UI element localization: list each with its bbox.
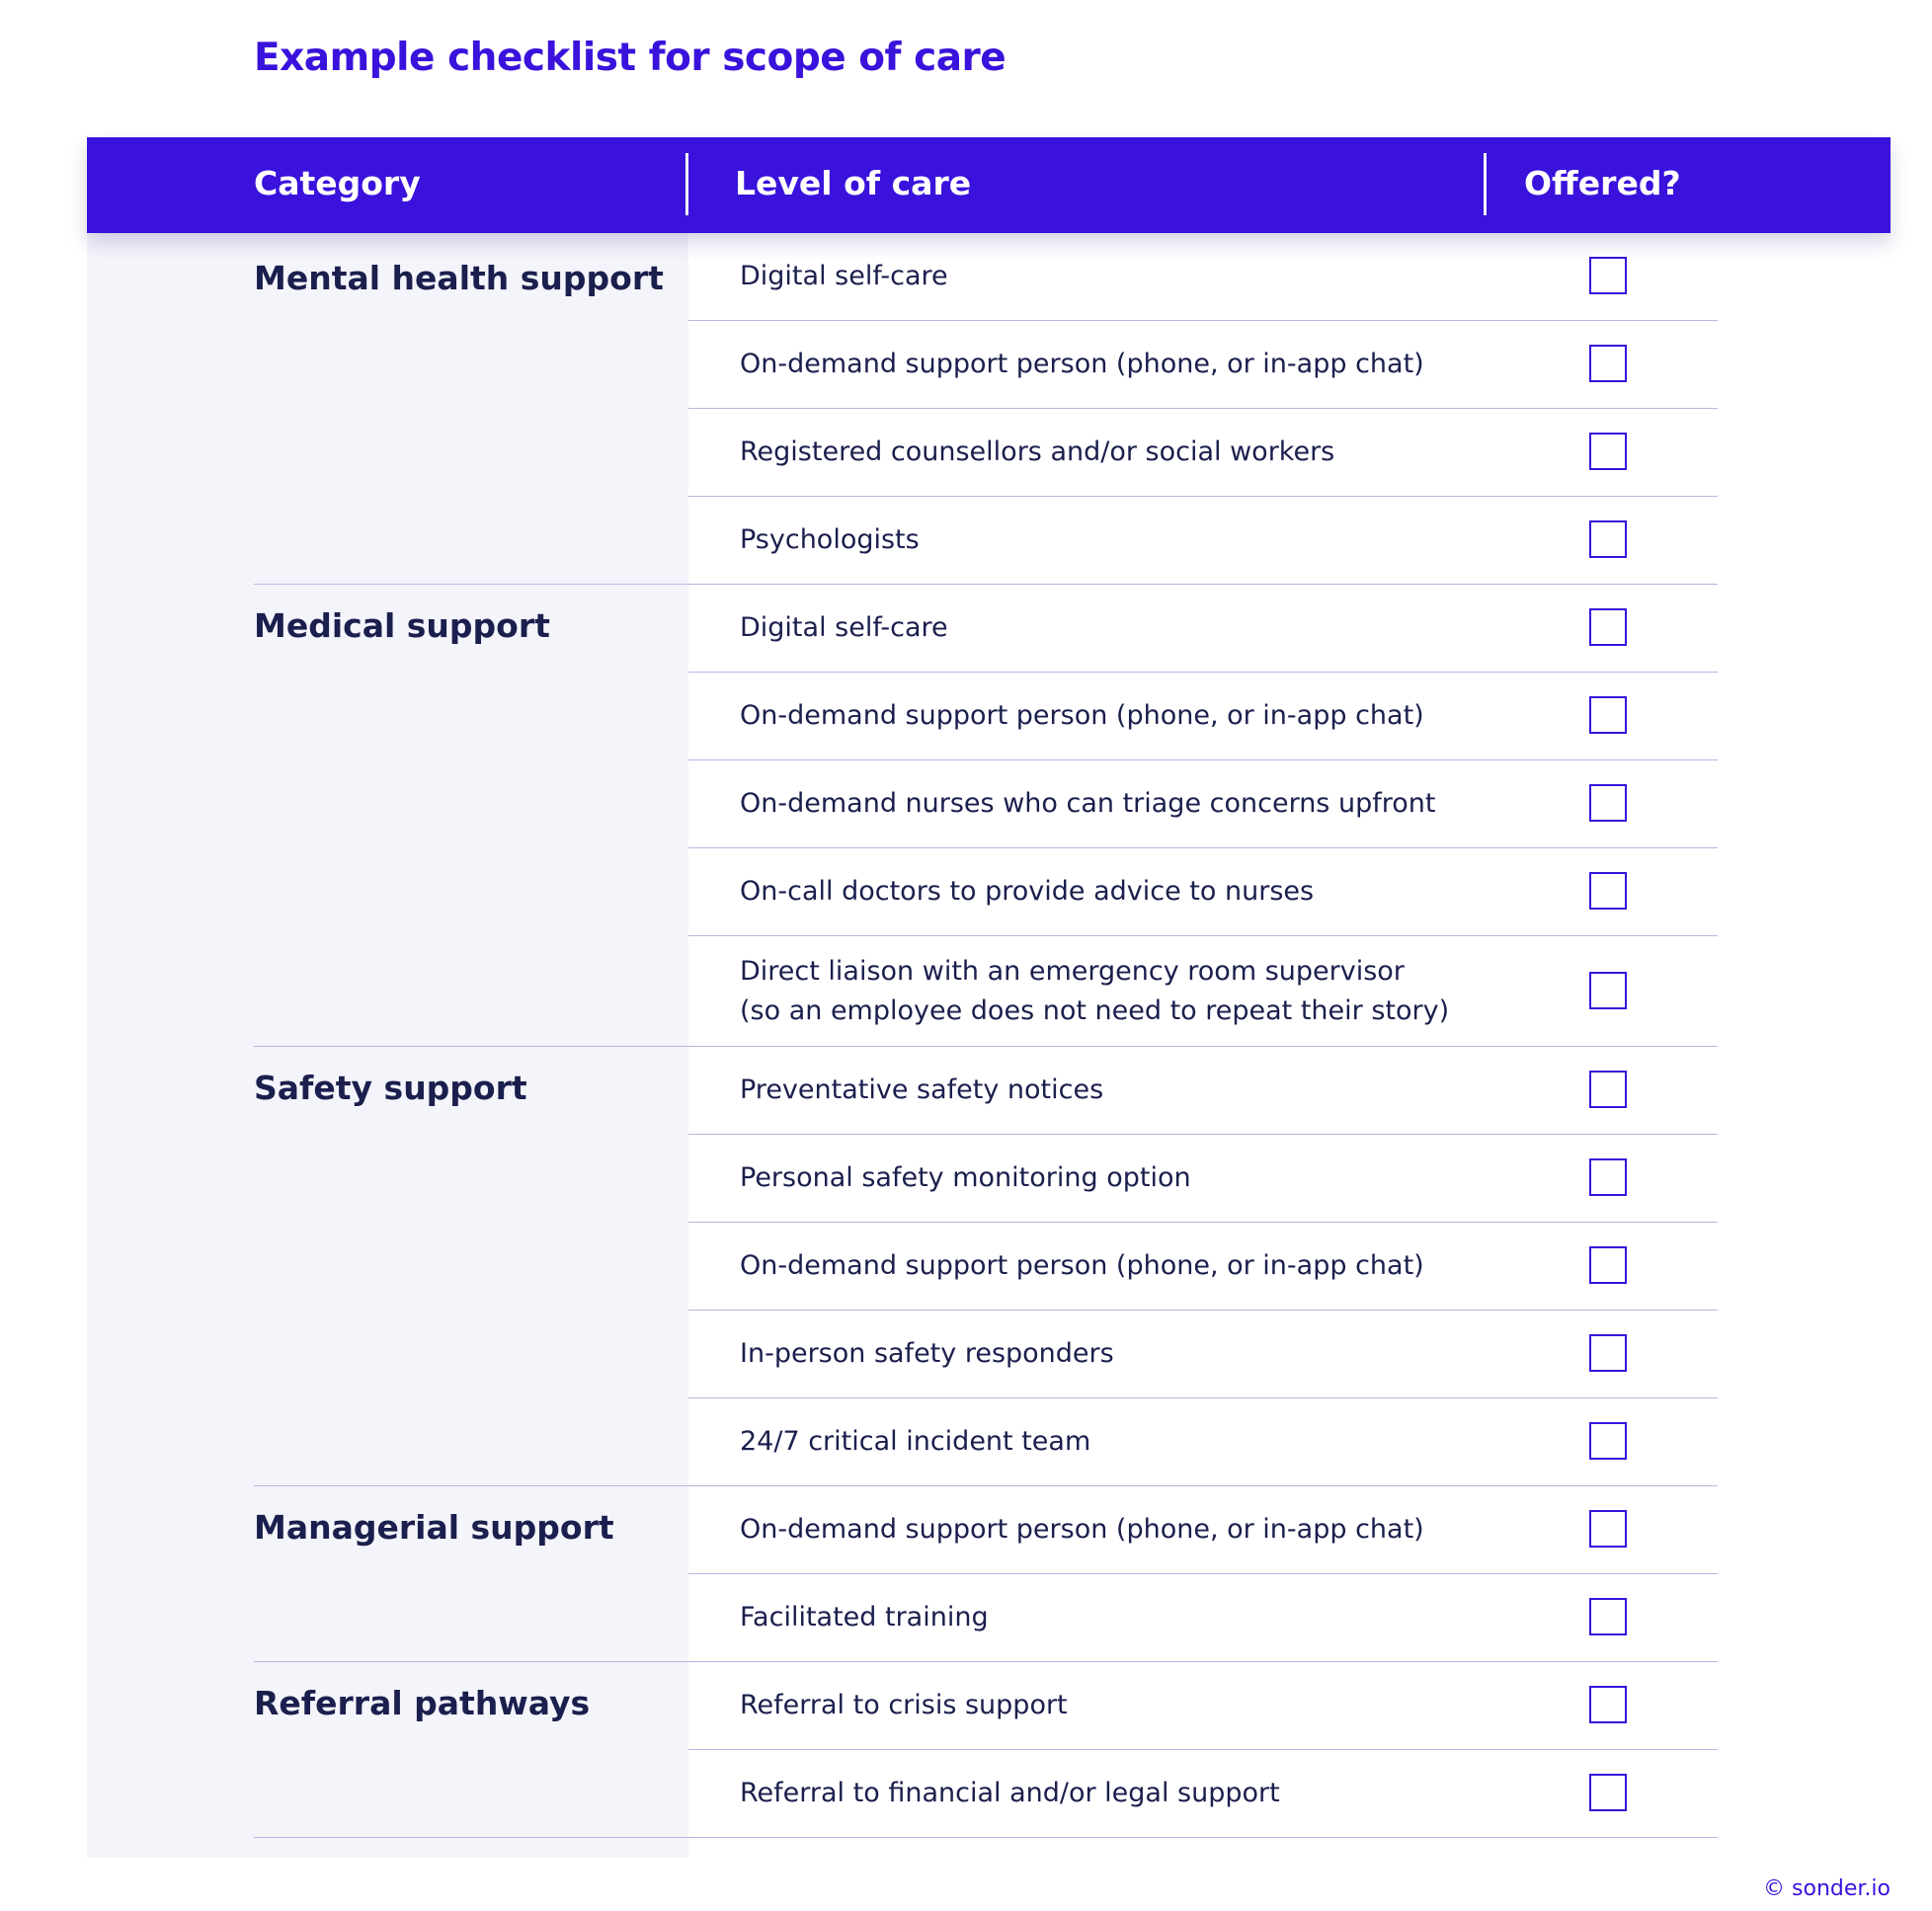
level-of-care-label: On-call doctors to provide advice to nurses <box>740 876 1315 907</box>
level-of-care-list <box>688 1662 1718 1838</box>
level-of-care-list <box>688 1486 1718 1662</box>
level-of-care-label: Referral to financial and/or legal support <box>740 1778 1280 1808</box>
offered-checkbox[interactable] <box>1589 1422 1627 1460</box>
category-label: Referral pathways <box>254 1684 591 1722</box>
checklist-row <box>688 409 1718 497</box>
category-group <box>0 1486 1932 1662</box>
checklist-row <box>688 848 1718 936</box>
checklist-row <box>688 1398 1718 1486</box>
level-of-care-label: Preventative safety notices <box>740 1075 1104 1105</box>
category-label: Medical support <box>254 606 550 645</box>
checklist-row <box>688 1047 1718 1135</box>
offered-checkbox[interactable] <box>1589 972 1627 1009</box>
page-title: Example checklist for scope of care <box>254 36 1006 80</box>
offered-checkbox[interactable] <box>1589 1774 1627 1811</box>
level-of-care-label: Referral to crisis support <box>740 1690 1068 1720</box>
checklist-row <box>688 1135 1718 1223</box>
offered-checkbox[interactable] <box>1589 696 1627 734</box>
category-group <box>0 1662 1932 1838</box>
level-of-care-label: On-demand nurses who can triage concerns upfront <box>740 788 1436 819</box>
category-group <box>0 233 1932 585</box>
category-group <box>0 1047 1932 1486</box>
category-label: Mental health support <box>254 259 664 297</box>
checklist-row <box>688 585 1718 673</box>
checklist-row <box>688 1662 1718 1750</box>
offered-checkbox[interactable] <box>1589 520 1627 558</box>
column-header-level: Level of care <box>735 164 972 202</box>
checklist-row <box>688 1750 1718 1838</box>
checklist-row <box>688 1311 1718 1398</box>
level-of-care-label: On-demand support person (phone, or in-app chat) <box>740 700 1424 731</box>
column-header-category: Category <box>254 164 421 202</box>
checklist-row <box>688 673 1718 760</box>
level-of-care-label: On-demand support person (phone, or in-app chat) <box>740 349 1424 379</box>
offered-checkbox[interactable] <box>1589 872 1627 910</box>
level-of-care-label: Digital self-care <box>740 261 948 291</box>
offered-checkbox[interactable] <box>1589 1246 1627 1284</box>
checklist-table <box>0 233 1932 1838</box>
offered-checkbox[interactable] <box>1589 433 1627 470</box>
level-of-care-list <box>688 585 1718 1047</box>
level-of-care-label: On-demand support person (phone, or in-app chat) <box>740 1514 1424 1545</box>
offered-checkbox[interactable] <box>1589 345 1627 382</box>
offered-checkbox[interactable] <box>1589 1510 1627 1548</box>
offered-checkbox[interactable] <box>1589 1686 1627 1723</box>
offered-checkbox[interactable] <box>1589 1071 1627 1108</box>
level-of-care-list <box>688 233 1718 585</box>
level-of-care-label: 24/7 critical incident team <box>740 1426 1091 1457</box>
checklist-row <box>688 321 1718 409</box>
header-divider <box>685 153 688 215</box>
checklist-row <box>688 1574 1718 1662</box>
level-of-care-label: Facilitated training <box>740 1602 989 1632</box>
checklist-row <box>688 1486 1718 1574</box>
level-of-care-label: Digital self-care <box>740 612 948 643</box>
copyright-footer: © sonder.io <box>1763 1876 1891 1901</box>
category-divider <box>254 1837 688 1839</box>
offered-checkbox[interactable] <box>1589 1334 1627 1372</box>
checklist-row <box>688 233 1718 321</box>
level-of-care-label: Psychologists <box>740 524 920 555</box>
checklist-row <box>688 497 1718 585</box>
category-group <box>0 585 1932 1047</box>
level-of-care-list <box>688 1047 1718 1486</box>
column-header-offered: Offered? <box>1524 164 1681 202</box>
level-of-care-label: Direct liaison with an emergency room supervisor (so an employee does not need to repeat their story) <box>740 955 1450 1026</box>
offered-checkbox[interactable] <box>1589 257 1627 294</box>
level-of-care-label: On-demand support person (phone, or in-app chat) <box>740 1250 1424 1281</box>
level-of-care-label: In-person safety responders <box>740 1338 1114 1369</box>
checklist-row <box>688 760 1718 848</box>
offered-checkbox[interactable] <box>1589 608 1627 646</box>
offered-checkbox[interactable] <box>1589 784 1627 822</box>
level-of-care-label: Personal safety monitoring option <box>740 1162 1191 1193</box>
level-of-care-label: Registered counsellors and/or social workers <box>740 437 1335 467</box>
table-header <box>87 137 1891 233</box>
offered-checkbox[interactable] <box>1589 1598 1627 1635</box>
header-divider <box>1484 153 1487 215</box>
offered-checkbox[interactable] <box>1589 1158 1627 1196</box>
checklist-row <box>688 936 1718 1047</box>
category-label: Safety support <box>254 1069 527 1107</box>
category-label: Managerial support <box>254 1508 614 1547</box>
checklist-row <box>688 1223 1718 1311</box>
